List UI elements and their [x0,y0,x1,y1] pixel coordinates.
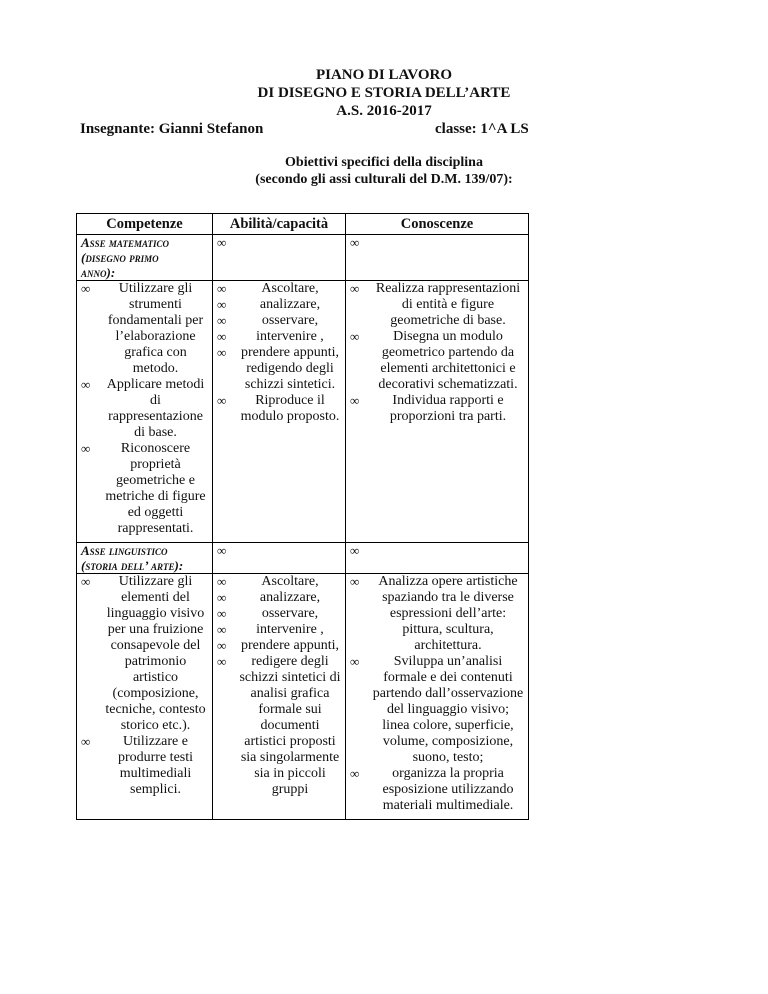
empty-bullet-cell [213,235,346,281]
list-item [217,654,341,798]
list-item [350,329,524,393]
list-item [350,574,524,654]
conoscenze-cell [346,281,529,543]
list-item-text: Riproduce il modulo proposto. [240,393,340,424]
cell-spacer [217,798,341,803]
teacher-name: Insegnante: Gianni Stefanon [80,121,264,137]
conoscenze-list [350,281,524,425]
list-item [81,377,208,441]
bullet-icon: ∞ [350,654,360,669]
list-item-text: Individua rapporti e proporzioni tra parti. [389,393,507,424]
bullet-icon: ∞ [217,393,227,408]
cell-spacer [350,425,524,430]
bullet-icon: ∞ [81,377,91,392]
empty-bullet-cell [213,543,346,574]
list-item [350,393,524,425]
axis-label-line: Asse linguistico [81,543,168,558]
list-item [81,574,208,734]
list-item-text: intervenire , [256,622,324,637]
conoscenze-list [350,574,524,814]
list-item [217,606,341,622]
objectives-subtitle: (secondo gli assi culturali del D.M. 139/07): [255,172,513,187]
list-item [217,393,341,425]
bullet-icon: ∞ [350,235,360,250]
bullet-icon: ∞ [217,574,227,589]
list-item-text: Riconoscere proprietà geometriche e metriche di figure ed oggetti rappresentati. [105,441,206,536]
list-item [350,654,524,766]
list-item-text: osservare, [261,606,319,621]
list-item-text: redigere degli schizzi sintetici di analisi grafica formale sui documenti artistici proposti sia singolarmente sia in piccoli gruppi [239,654,341,797]
header-conoscenze: Conoscenze [346,214,529,235]
list-item-text: Disegna un modulo geometrico partendo da elementi architettonici e decorativi schematizzati. [378,329,518,392]
axis-label-line: (storia dell’ arte): [81,558,184,573]
list-item [217,638,341,654]
abilita-list [217,574,341,798]
cell-spacer [350,814,524,819]
list-item [217,590,341,606]
bullet-icon: ∞ [217,329,227,344]
list-item-text: Ascoltare, [261,574,319,589]
list-item [350,281,524,329]
bullet-icon: ∞ [217,543,227,558]
list-item [81,281,208,377]
list-item [217,313,341,329]
axis-label [77,543,213,574]
doc-title-line2: DI DISEGNO E STORIA DELL’ARTE [257,85,511,101]
content-row [77,574,529,820]
table-header-row [77,214,529,235]
list-item-text: prendere appunti, [241,638,339,653]
axis-row [77,235,529,281]
bullet-icon: ∞ [350,281,360,296]
list-item [217,297,341,313]
list-item-text: Sviluppa un’analisi formale e dei contenuti partendo dall’osservazione del linguaggio visivo; linea colore, superficie, volume, composizione, suono, testo; [372,654,524,765]
bullet-icon: ∞ [350,543,360,558]
abilita-cell [213,574,346,820]
abilita-cell [213,281,346,543]
bullet-icon: ∞ [350,393,360,408]
list-item [217,622,341,638]
list-item [350,766,524,814]
empty-bullet-cell [346,235,529,281]
cell-spacer [81,537,208,542]
doc-title-line1: PIANO DI LAVORO [315,67,453,83]
axis-label-line: (disegno primo [81,250,159,265]
list-item-text: Applicare metodi di rappresentazione di base. [106,377,205,440]
bullet-icon: ∞ [217,622,227,637]
list-item-text: Utilizzare gli strumenti fondamentali per l’elaborazione grafica con metodo. [107,281,204,376]
list-item-text: Realizza rappresentazioni di entità e figure geometriche di base. [375,281,521,328]
list-item [217,574,341,590]
school-year: A.S. 2016-2017 [336,103,432,119]
bullet-icon: ∞ [217,281,227,296]
cell-spacer [217,425,341,430]
content-row [77,281,529,543]
bullet-icon: ∞ [217,638,227,653]
bullet-icon: ∞ [350,574,360,589]
table-body [77,235,529,820]
conoscenze-cell [346,574,529,820]
list-item-text: osservare, [261,313,319,328]
list-item-text: prendere appunti, redigendo degli schizzi sintetici. [241,345,339,392]
bullet-icon: ∞ [350,766,360,781]
header-competenze: Competenze [77,214,213,235]
class-label: classe: 1^A LS [435,121,529,137]
bullet-icon: ∞ [217,590,227,605]
axis-label-line: anno): [81,265,116,280]
objectives-table [76,213,529,820]
empty-bullet-cell [346,543,529,574]
bullet-icon: ∞ [217,606,227,621]
bullet-icon: ∞ [217,235,227,250]
list-item-text: Utilizzare gli elementi del linguaggio visivo per una fruizione consapevole del patrimonio artistico (composizione, tecniche, contesto storico etc.). [105,574,206,733]
bullet-icon: ∞ [81,281,91,296]
list-item-text: intervenire , [256,329,324,344]
bullet-icon: ∞ [81,441,91,456]
list-item [217,345,341,393]
cell-spacer [81,798,208,803]
competenze-list [81,574,208,798]
list-item-text: analizzare, [259,297,321,312]
bullet-icon: ∞ [217,345,227,360]
list-item-text: analizzare, [259,590,321,605]
list-item-text: organizza la propria esposizione utilizzando materiali multimediale. [382,766,514,813]
list-item [81,441,208,537]
objectives-title: Obiettivi specifici della disciplina [285,155,483,170]
competenze-cell [77,574,213,820]
bullet-icon: ∞ [81,574,91,589]
list-item [217,281,341,297]
competenze-list [81,281,208,537]
list-item [217,329,341,345]
list-item-text: Utilizzare e produrre testi multimediali semplici. [117,734,194,797]
header-abilita: Abilità/capacità [213,214,346,235]
axis-row [77,543,529,574]
list-item-text: Analizza opere artistiche spaziando tra le diverse espressioni dell’arte: pittura, scultura, architettura. [378,574,518,653]
bullet-icon: ∞ [217,297,227,312]
list-item-text: Ascoltare, [261,281,319,296]
bullet-icon: ∞ [217,313,227,328]
bullet-icon: ∞ [81,734,91,749]
axis-label-line: Asse matematico [81,235,169,250]
competenze-cell [77,281,213,543]
abilita-list [217,281,341,425]
list-item [81,734,208,798]
bullet-icon: ∞ [350,329,360,344]
bullet-icon: ∞ [217,654,227,669]
axis-label [77,235,213,281]
